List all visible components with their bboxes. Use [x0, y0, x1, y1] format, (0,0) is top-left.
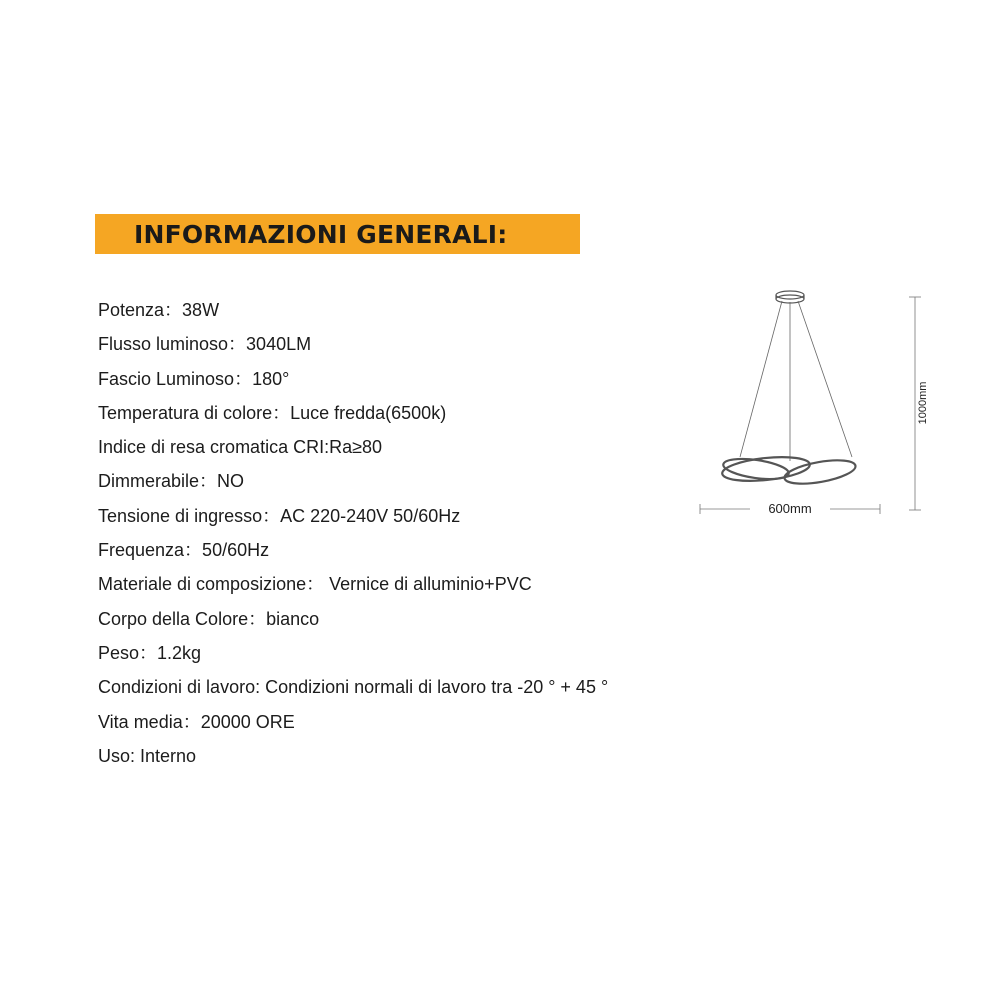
- spec-lifetime: Vita media：20000 ORE: [98, 711, 295, 732]
- lamp-rings: [721, 453, 857, 488]
- spec-color-temperature: Temperatura di colore：Luce fredda(6500k): [98, 402, 447, 423]
- suspension-wires: [740, 301, 852, 461]
- spec-weight: Peso：1.2kg: [98, 642, 202, 663]
- page-title: INFORMAZIONI GENERALI:: [134, 220, 508, 249]
- spec-frequency: Frequenza：50/60Hz: [98, 540, 270, 561]
- spec-material: Materiale di composizione： Vernice di alluminio+PVC: [98, 574, 532, 595]
- spec-power: Potenza：38W: [98, 300, 220, 320]
- spec-dimmable: Dimmerabile：NO: [98, 471, 245, 492]
- lamp-dimension-drawing: [690, 285, 930, 525]
- spec-luminous-flux: Flusso luminoso：3040LM: [98, 334, 312, 355]
- spec-beam-angle: Fascio Luminoso：180°: [98, 368, 290, 389]
- spec-cri: Indice di resa cromatica CRI:Ra≥80: [98, 437, 382, 458]
- spec-working-conditions: Condizioni di lavoro: Condizioni normali di lavoro tra -20 ° + 45 °: [98, 677, 609, 698]
- width-label: 600mm: [768, 501, 812, 516]
- spec-input-voltage: Tensione di ingresso：AC 220-240V 50/60Hz: [98, 505, 461, 526]
- spec-body-color: Corpo della Colore：bianco: [98, 608, 320, 629]
- spec-list: [98, 294, 608, 774]
- spec-usage: Uso: Interno: [98, 745, 197, 766]
- ceiling-canopy: [776, 291, 804, 303]
- height-label: 1000mm: [917, 381, 929, 425]
